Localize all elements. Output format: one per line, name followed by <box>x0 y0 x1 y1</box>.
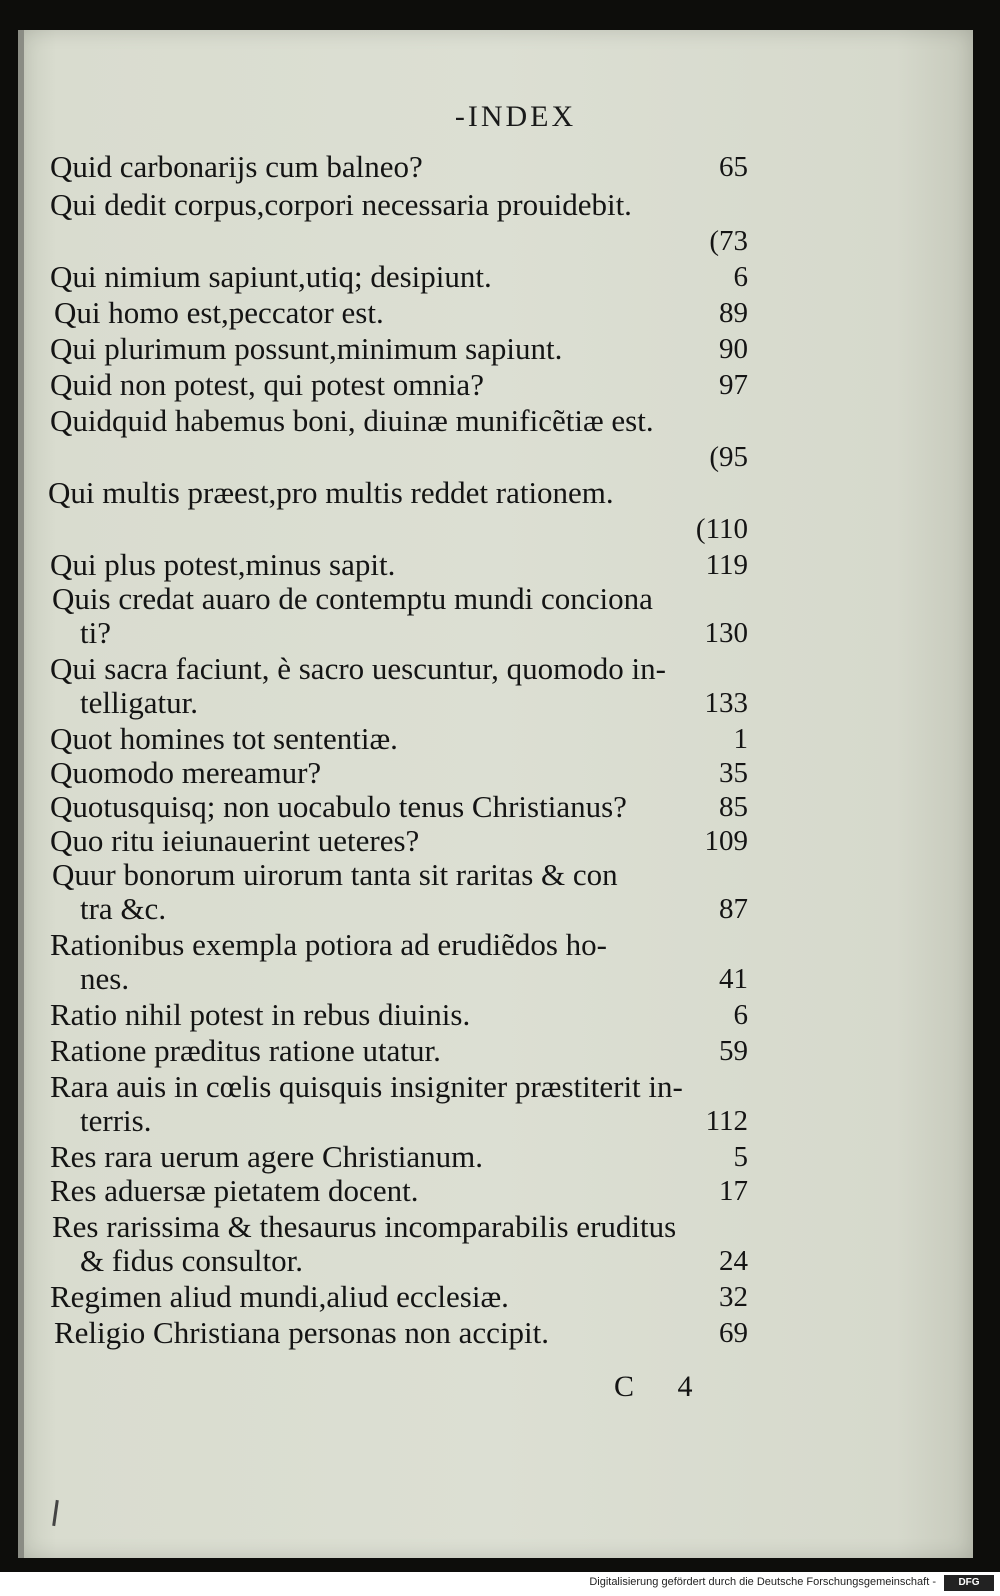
index-entry-text: Quidquid habemus boni, diuinæ munificẽtiæ est. <box>50 403 654 438</box>
index-entry-page-number: 109 <box>704 825 748 857</box>
index-entry-page-number: 119 <box>705 549 748 581</box>
page-header: -INDEX <box>454 100 577 133</box>
index-entries <box>18 30 973 1430</box>
index-entry-text: Res rarissima & thesaurus incomparabilis eruditus <box>52 1209 677 1244</box>
index-entry-page-number: 41 <box>719 963 748 995</box>
index-entry-page-number: 6 <box>733 261 748 293</box>
index-entry-text: Qui plurimum possunt,minimum sapiunt. <box>50 331 563 366</box>
index-entry-text: Quot homines tot sententiæ. <box>50 721 398 756</box>
dfg-logo: DFG <box>944 1575 994 1591</box>
footer-bar <box>0 1572 1000 1596</box>
index-entry-page-number: 130 <box>704 617 748 649</box>
index-entry-page-number: 89 <box>719 297 748 329</box>
index-entry-page-number: 17 <box>719 1175 748 1207</box>
index-entry-page-number: 1 <box>733 723 748 755</box>
ink-mark <box>52 1500 59 1526</box>
index-entry-page-number: 112 <box>705 1105 748 1137</box>
index-entry-text: Quid non potest, qui potest omnia? <box>50 367 484 402</box>
index-entry-page-number: 133 <box>704 687 748 719</box>
index-entry-text: Quis credat auaro de contemptu mundi conciona <box>52 581 653 616</box>
index-entry-page-number: 65 <box>719 151 748 183</box>
index-entry-text: Rara auis in cœlis quisquis insigniter præstiterit in- <box>50 1069 683 1104</box>
index-entry-text: Rationibus exempla potiora ad erudiẽdos ho- <box>50 927 608 962</box>
index-entry-text: Res aduersæ pietatem docent. <box>50 1173 419 1208</box>
index-entry-text: & fidus consultor. <box>80 1243 304 1278</box>
book-page <box>18 30 973 1558</box>
index-entry-page-number: 6 <box>733 999 748 1031</box>
index-entry-text: tra &c. <box>80 891 167 926</box>
index-entry-page-number: (73 <box>709 225 748 257</box>
index-entry-page-number: 87 <box>719 893 748 925</box>
index-entry-text: Res rara uerum agere Christianum. <box>50 1139 483 1174</box>
index-entry-page-number: 35 <box>719 757 748 789</box>
footer-text: Digitalisierung gefördert durch die Deutsche Forschungsgemeinschaft - <box>589 1576 936 1588</box>
index-entry-text: Quomodo mereamur? <box>50 755 322 790</box>
index-entry-text: Ratio nihil potest in rebus diuinis. <box>50 997 471 1032</box>
index-entry-text: Ratione præditus ratione utatur. <box>50 1033 441 1068</box>
index-entry-text: Qui multis præest,pro multis reddet rationem. <box>48 475 614 510</box>
index-entry-text: terris. <box>80 1103 152 1138</box>
index-entry-text: Quotusquisq; non uocabulo tenus Christianus? <box>50 789 627 824</box>
index-entry-page-number: 85 <box>719 791 748 823</box>
index-entry-text: Quo ritu ieiunauerint ueteres? <box>50 823 420 858</box>
index-entry-text: telligatur. <box>80 685 198 720</box>
signature-mark: C 4 <box>614 1370 711 1403</box>
index-entry-text: Qui homo est,peccator est. <box>54 295 384 330</box>
index-entry-text: Qui dedit corpus,corpori necessaria prouidebit. <box>50 187 632 222</box>
index-entry-text: Qui plus potest,minus sapit. <box>50 547 396 582</box>
index-entry-page-number: (95 <box>709 441 748 473</box>
index-entry-text: Religio Christiana personas non accipit. <box>54 1315 550 1350</box>
index-entry-text: Quur bonorum uirorum tanta sit raritas & con <box>52 857 618 892</box>
index-entry-page-number: 24 <box>719 1245 748 1277</box>
index-entry-text: Regimen aliud mundi,aliud ecclesiæ. <box>50 1279 509 1314</box>
index-entry-page-number: 5 <box>733 1141 748 1173</box>
index-entry-text: Quid carbonarijs cum balneo? <box>50 149 423 184</box>
index-entry-page-number: (110 <box>695 513 748 545</box>
index-entry-text: nes. <box>80 961 130 996</box>
index-entry-page-number: 32 <box>719 1281 748 1313</box>
index-entry-text: ti? <box>80 615 111 650</box>
index-entry-page-number: 69 <box>719 1317 748 1349</box>
index-entry-page-number: 59 <box>719 1035 748 1067</box>
index-entry-text: Qui sacra faciunt, è sacro uescuntur, quomodo in- <box>50 651 666 686</box>
index-entry-page-number: 90 <box>719 333 748 365</box>
index-entry-text: Qui nimium sapiunt,utiq; desipiunt. <box>50 259 492 294</box>
index-entry-page-number: 97 <box>719 369 748 401</box>
